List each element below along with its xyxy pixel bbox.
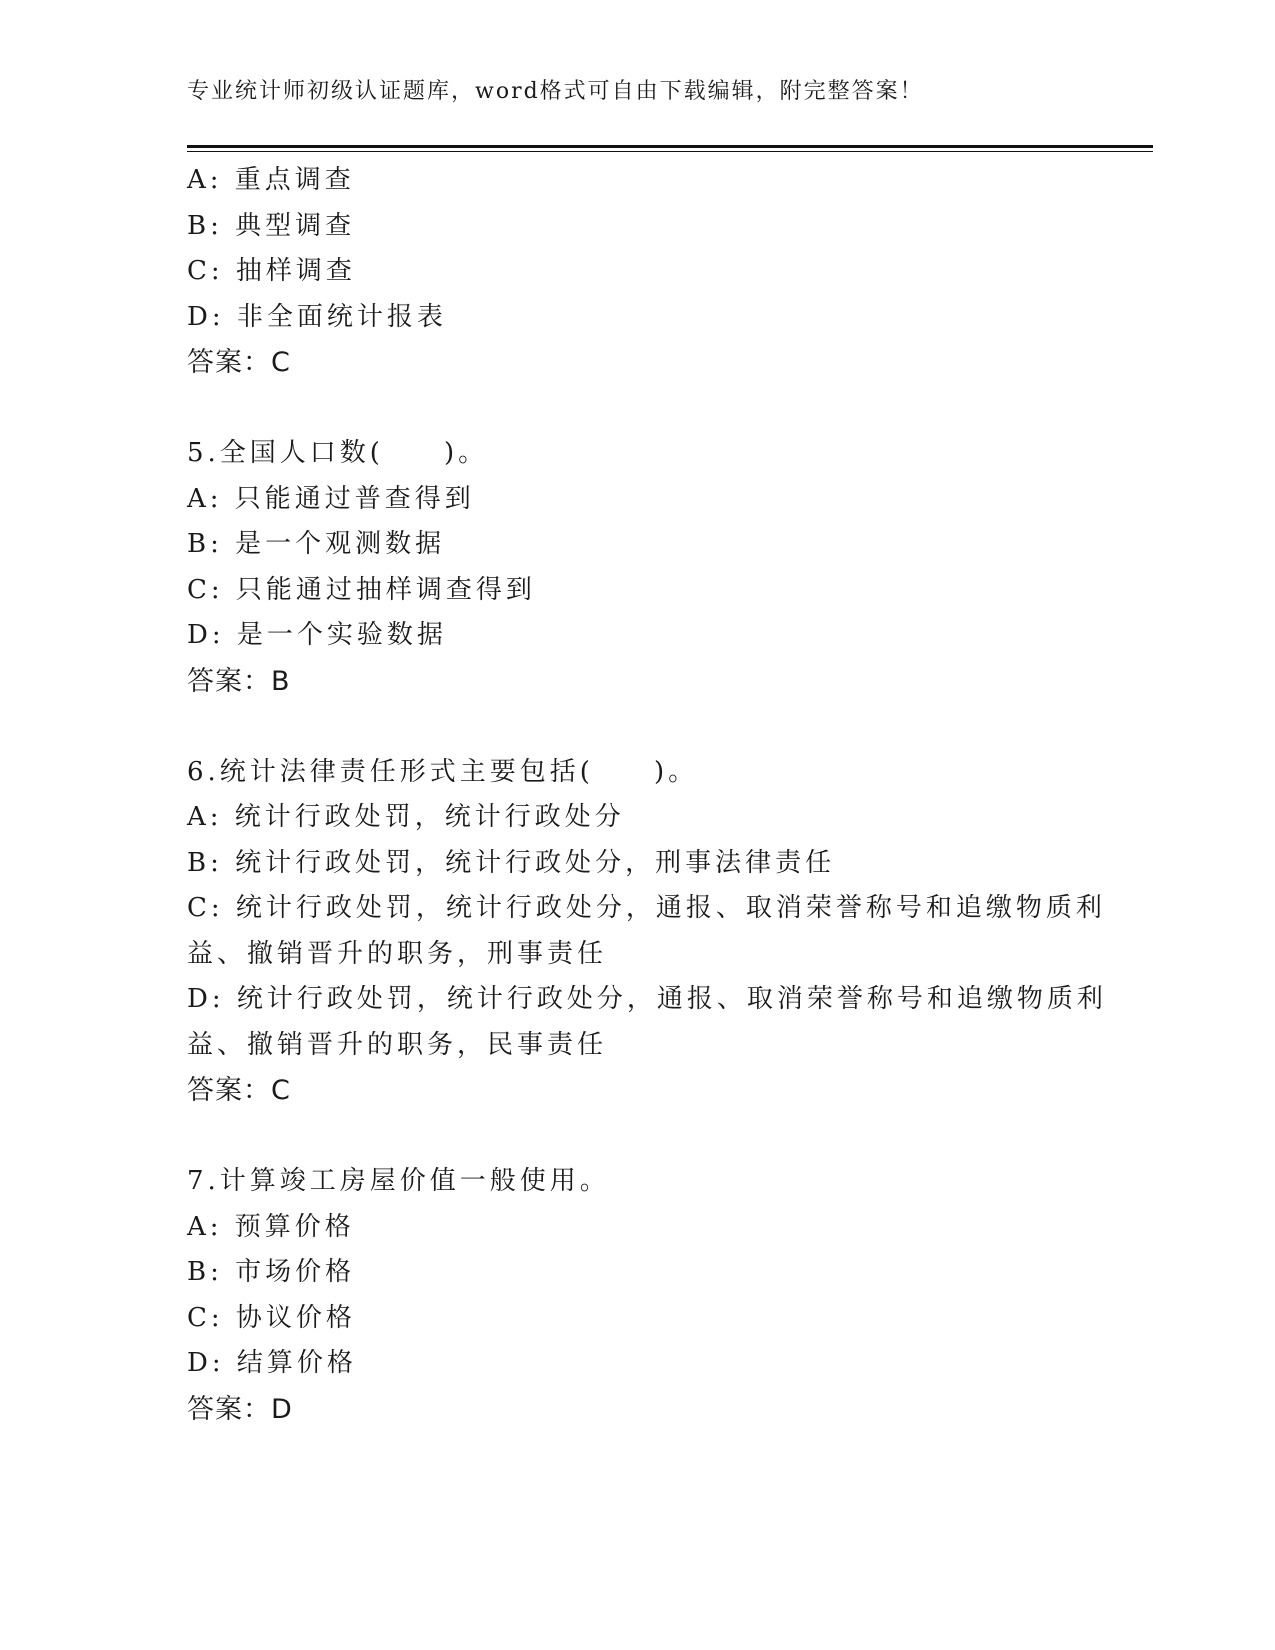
q4-option-d: D: 非全面统计报表 [187, 301, 447, 332]
q6-stem: 6.统计法律责任形式主要包括( )。 [187, 756, 699, 787]
q7-option-b: B: 市场价格 [187, 1257, 356, 1287]
q6-option-d: D: 统计行政处罚，统计行政处分，通报、取消荣誉称号和追缴物质利 [187, 984, 1107, 1014]
header-rule-thin [187, 151, 1153, 152]
spacer [187, 704, 1087, 750]
question-4-tail [187, 158, 1087, 386]
q6-option-c: C: 统计行政处罚，统计行政处分，通报、取消荣誉称号和追缴物质利 [187, 893, 1106, 923]
q5-stem: 5.全国人口数( )。 [187, 438, 489, 468]
page-header: 专业统计师初级认证题库，word格式可自由下载编辑，附完整答案！ [187, 79, 924, 104]
q7-option-a: A: 预算价格 [187, 1211, 355, 1242]
q5-option-b: B: 是一个观测数据 [187, 529, 446, 559]
spacer [187, 1114, 1087, 1160]
q4-option-c: C: 抽样调查 [187, 256, 356, 286]
q6-answer: 答案：C [187, 1075, 291, 1106]
q7-answer: 答案：D [187, 1393, 293, 1425]
question-6 [187, 750, 1107, 1114]
spacer [187, 386, 1087, 432]
question-7 [187, 1159, 1087, 1432]
q5-answer: 答案：B [187, 665, 291, 697]
question-content [187, 158, 1107, 1432]
q6-option-d-cont: 益、撤销晋升的职务，民事责任 [187, 1029, 608, 1060]
q6-option-c-cont: 益、撤销晋升的职务，刑事责任 [187, 938, 608, 969]
q5-option-c: C: 只能通过抽样调查得到 [187, 574, 536, 605]
q4-option-b: B: 典型调查 [187, 210, 356, 241]
header-rule-thick [187, 145, 1153, 148]
q6-option-b: B: 统计行政处罚，统计行政处分，刑事法律责任 [187, 847, 836, 878]
q4-answer: 答案：C [187, 347, 291, 378]
q7-option-c: C: 协议价格 [187, 1302, 356, 1333]
q5-option-a: A: 只能通过普查得到 [187, 483, 475, 514]
q7-option-d: D: 结算价格 [187, 1348, 357, 1378]
q4-option-a: A: 重点调查 [187, 165, 355, 195]
q5-option-d: D: 是一个实验数据 [187, 620, 447, 650]
question-5 [187, 431, 1087, 704]
q6-option-a: A: 统计行政处罚，统计行政处分 [187, 802, 625, 832]
q7-stem: 7.计算竣工房屋价值一般使用。 [187, 1166, 610, 1196]
